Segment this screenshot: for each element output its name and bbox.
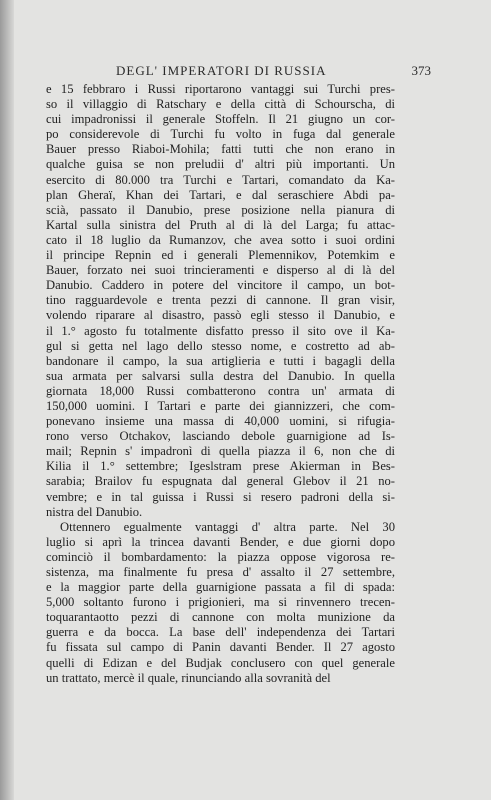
page-gutter-shadow bbox=[0, 0, 14, 800]
text-line: luglio si aprì la trincea davanti Bender, e due giorni dopo bbox=[46, 534, 395, 549]
text-line: un trattato, mercè il quale, rinunciando alla sovranità del bbox=[46, 670, 331, 685]
text-line: ponevano insieme una massa di 40,000 uomini, si rifugia- bbox=[46, 414, 395, 429]
text-line: Bauer presso Riaboi-Mohila; fatti tutti che non erano in bbox=[46, 142, 395, 157]
text-line: qualche guisa se non preludii d' altri più importanti. Un bbox=[46, 157, 395, 172]
text-line: scià, passato il Danubio, prese posizione nella pianura di bbox=[46, 202, 395, 217]
text-line: volendo riparare al disastro, passò egli stesso il Danubio, e bbox=[46, 308, 395, 323]
text-line: guerra e da bocca. La base dell' independenza dei Tartari bbox=[46, 625, 395, 640]
text-line: il 1.° agosto fu totalmente disfatto presso il sito ove il Ka- bbox=[46, 323, 395, 338]
text-line: tino ragguardevole e trenta pezzi di cannone. Il gran visir, bbox=[46, 293, 395, 308]
text-line: 150,000 uomini. I Tartari e parte dei giannizzeri, che com- bbox=[46, 398, 395, 413]
text-line: vembre; e in tal guissa i Russi si resero padroni della si- bbox=[46, 489, 395, 504]
text-line: esercito di 80.000 tra Turchi e Tartari, comandato da Ka- bbox=[46, 172, 395, 187]
body-text bbox=[46, 82, 395, 686]
text-line: cui impadronissi il generale Stoffeln. Il 21 giugno un cor- bbox=[46, 112, 395, 127]
text-line: e la maggior parte della guarnigione passata a fil di spada: bbox=[46, 580, 395, 595]
text-line: e 15 febbraro i Russi riportarono vantaggi sui Turchi pres- bbox=[46, 82, 395, 96]
text-line: mail; Repnin s' impadronì di quella piazza il 6, non che di bbox=[46, 444, 395, 459]
page-number: 373 bbox=[411, 63, 431, 78]
text-line: gul si getta nel lago dello stesso nome, e costretto ad ab- bbox=[46, 338, 395, 353]
text-line: bandonare il campo, la sua artiglieria e tutti i bagagli della bbox=[46, 353, 395, 368]
text-line: sua armata per salvarsi sulla destra del Danubio. In quella bbox=[46, 368, 395, 383]
text-line: nistra del Danubio. bbox=[46, 504, 143, 519]
text-line: so il villaggio di Ratschary e della città di Schourscha, di bbox=[46, 97, 395, 112]
text-line: Ottennero egualmente vantaggi d' altra parte. Nel 30 bbox=[60, 519, 395, 534]
text-line: toquarantaotto pezzi di cannone con molta munizione da bbox=[46, 610, 395, 625]
text-line: cato il 18 luglio da Rumanzov, che avea sotto i suoi ordini bbox=[46, 232, 395, 247]
text-line: Bauer, forzato nei suoi trincieramenti e disperso al di là del bbox=[46, 263, 395, 278]
text-line: fu fissata sul campo di Panin davanti Bender. Il 27 agosto bbox=[46, 640, 395, 655]
text-line: Kartal sulla sinistra del Pruth al di là del Larga; fu attac- bbox=[46, 217, 395, 232]
text-line: quelli di Edizan e del Budjak conclusero con quel generale bbox=[46, 655, 395, 670]
text-line: giornata 18,000 Russi combatterono contra un' armata di bbox=[46, 383, 395, 398]
text-line: sarabia; Brailov fu espugnata dal general Glebov il 21 no- bbox=[46, 474, 395, 489]
text-line: plan Gheraï, Khan dei Tartari, e dal seraschiere Abdi pa- bbox=[46, 187, 395, 202]
text-line: Danubio. Caddero in potere del vincitore il campo, un bot- bbox=[46, 278, 395, 293]
text-line: 5,000 soltanto furono i prigionieri, ma si rinvennero trecen- bbox=[46, 595, 395, 610]
text-line: po considerevole di Turchi fu volto in fuga dal generale bbox=[46, 127, 395, 142]
text-line: Kilia il 1.° settembre; Igeslstram prese Akierman in Bes- bbox=[46, 459, 395, 474]
text-line: il principe Repnin ed i generali Plemennikov, Potemkim e bbox=[46, 248, 395, 263]
text-line: rono verso Otchakov, lasciando debole guarnigione ad Is- bbox=[46, 429, 395, 444]
page-header bbox=[46, 63, 431, 83]
running-title: DEGL' IMPERATORI DI RUSSIA bbox=[116, 63, 327, 78]
text-line: sistenza, ma finalmente fu presa d' assalto il 27 settembre, bbox=[46, 565, 395, 579]
text-line: cominciò il bombardamento: la piazza oppose vigorosa re- bbox=[46, 549, 395, 564]
